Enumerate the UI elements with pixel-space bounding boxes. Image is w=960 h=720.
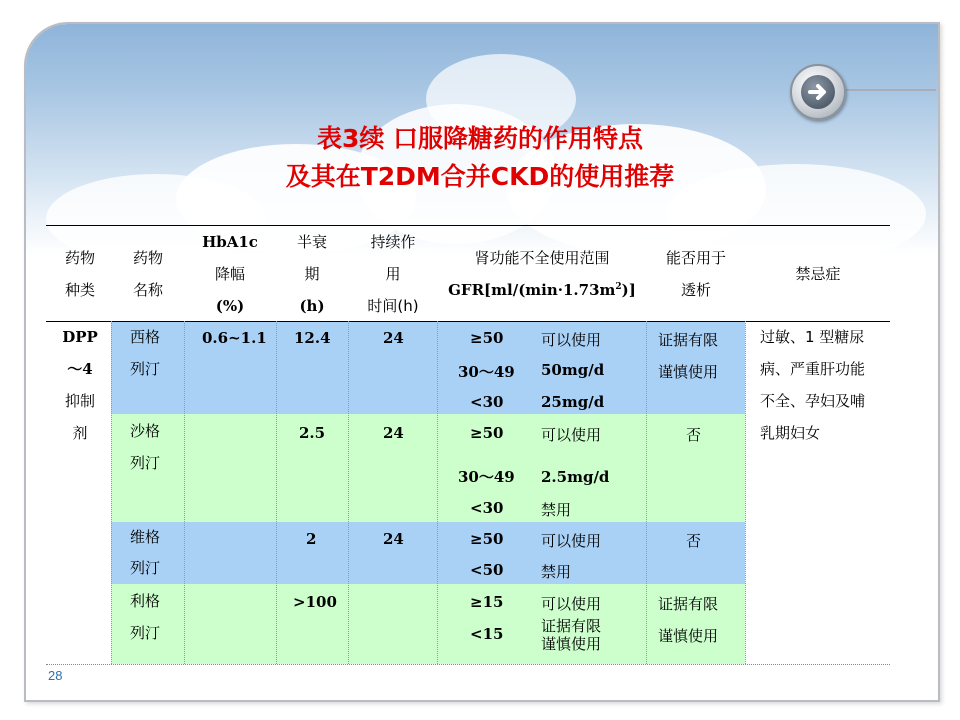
gfr-value: ≥50 — [470, 530, 504, 548]
header-hba1c: HbA1c 降幅 (%) — [202, 233, 258, 315]
title-line-1: 表3续 口服降糖药的作用特点 — [316, 124, 644, 153]
usage-value: 禁用 — [541, 563, 572, 581]
duration-value: 24 — [383, 530, 404, 548]
row-bg-linagliptin — [111, 584, 745, 664]
dialysis-value: 证据有限 — [658, 331, 719, 349]
dialysis-value: 谨慎使用 — [658, 627, 719, 645]
gfr-value: ≥15 — [470, 593, 504, 611]
usage-value: 可以使用 — [541, 532, 602, 550]
header-drug-name: 药物 名称 — [132, 249, 163, 299]
drug-name: 利格 列汀 — [130, 592, 161, 642]
gfr-value: <50 — [470, 561, 504, 579]
gfr-value: 30～49 — [458, 468, 515, 486]
page-number: 28 — [48, 668, 63, 683]
col-divider — [348, 321, 349, 664]
dialysis-value: 证据有限 — [658, 595, 719, 613]
half-life-value: 12.4 — [294, 329, 331, 347]
usage-value: 可以使用 — [541, 331, 602, 349]
table-top-rule — [46, 225, 890, 226]
header-contraindication: 禁忌症 — [795, 265, 841, 283]
header-dialysis: 能否用于 透析 — [665, 249, 726, 299]
gfr-value: ≥50 — [470, 329, 504, 347]
header-drug-class: 药物 种类 — [64, 249, 95, 299]
row-bg-vildagliptin — [111, 522, 745, 584]
contraindication-text: 过敏、1 型糖尿 病、严重肝功能 不全、孕妇及哺 乳期妇女 — [760, 328, 866, 442]
title-line-2: 及其在T2DM合并CKD的使用推荐 — [285, 162, 675, 191]
gfr-value: <30 — [470, 499, 504, 517]
col-divider — [111, 321, 112, 664]
drug-name: 维格 列汀 — [130, 528, 161, 577]
gfr-value: <30 — [470, 393, 504, 411]
gfr-value: ≥50 — [470, 424, 504, 442]
usage-value: 证据有限 谨慎使用 — [541, 617, 602, 653]
drug-name: 西格 列汀 — [130, 328, 161, 378]
hba1c-value: 0.6~1.1 — [202, 329, 267, 347]
usage-value: 可以使用 — [541, 426, 602, 444]
duration-value: 24 — [383, 424, 404, 442]
half-life-value: 2 — [306, 530, 317, 548]
col-divider — [184, 321, 185, 664]
col-divider — [437, 321, 438, 664]
header-renal-range: 肾功能不全使用范围 $GFR[ml/(\min\cdot 1.73m^2)]$ — [448, 249, 636, 299]
drug-class-name: DPP ～4 抑制 剂 — [62, 328, 98, 442]
gfr-value: <15 — [470, 625, 504, 643]
col-divider — [276, 321, 277, 664]
next-slide-button[interactable] — [790, 64, 846, 120]
header-duration: 持续作 用 时间(h) — [367, 233, 419, 315]
gfr-value: 30～49 — [458, 363, 515, 381]
usage-value: 25mg/d — [541, 393, 605, 411]
col-divider — [646, 321, 647, 664]
nav-divider — [846, 89, 936, 91]
arrow-right-icon — [801, 75, 835, 109]
dialysis-value: 否 — [686, 532, 702, 550]
usage-value: 50mg/d — [541, 361, 605, 379]
usage-value: 禁用 — [541, 501, 572, 519]
dialysis-value: 谨慎使用 — [658, 363, 719, 381]
row-bg-saxagliptin — [111, 414, 745, 522]
duration-value: 24 — [383, 329, 404, 347]
dialysis-value: 否 — [686, 426, 702, 444]
half-life-value: 2.5 — [299, 424, 326, 442]
table-bottom-rule — [46, 664, 890, 665]
col-divider — [745, 321, 746, 664]
drug-name: 沙格 列汀 — [130, 422, 161, 472]
half-life-value: >100 — [293, 593, 337, 611]
usage-value: 可以使用 — [541, 595, 602, 613]
usage-value: 2.5mg/d — [541, 468, 610, 486]
header-half-life: 半衰 期 (h) — [296, 233, 327, 315]
